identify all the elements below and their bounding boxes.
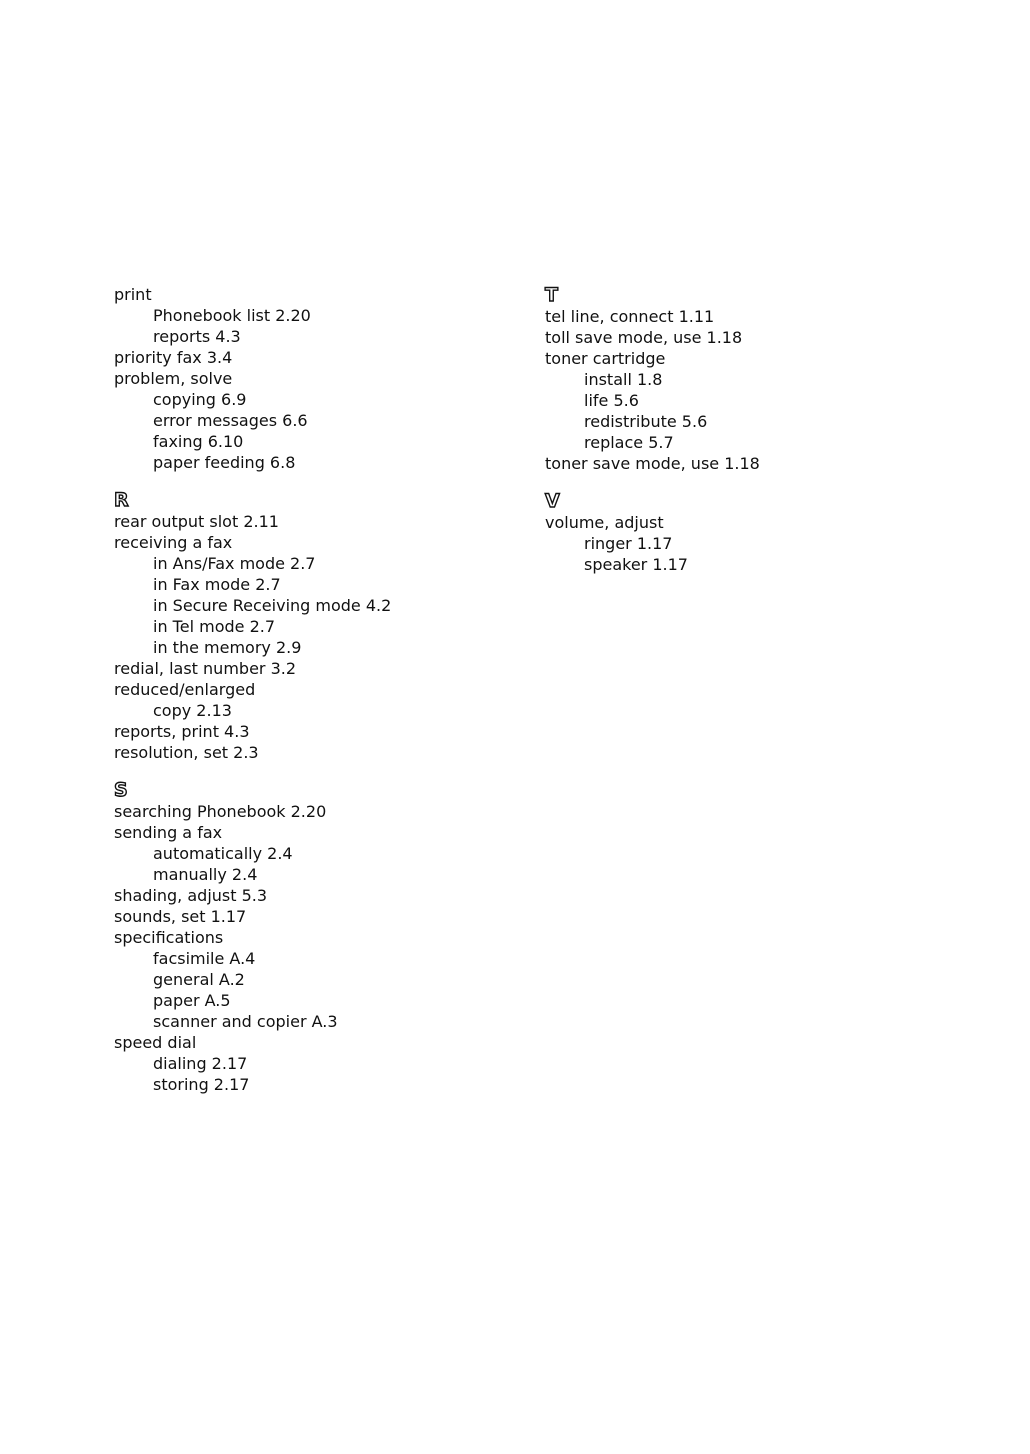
section-letter: R — [114, 489, 129, 511]
index-entry: priority fax 3.4 — [114, 348, 233, 367]
index-subentry: facsimile A.4 — [153, 949, 256, 968]
index-entry: resolution, set 2.3 — [114, 743, 259, 762]
index-subentry: manually 2.4 — [153, 865, 258, 884]
index-subentry: paper feeding 6.8 — [153, 453, 296, 472]
index-subentry: faxing 6.10 — [153, 432, 244, 451]
section-letter: S — [114, 779, 128, 801]
index-subentry: life 5.6 — [584, 391, 639, 410]
index-column-right — [545, 284, 965, 575]
index-subentry: ringer 1.17 — [584, 534, 673, 553]
index-entry: print — [114, 285, 152, 304]
index-entry: receiving a fax — [114, 533, 233, 552]
section-gap — [114, 473, 514, 489]
index-entry: problem, solve — [114, 369, 233, 388]
index-entry: toner cartridge — [545, 349, 666, 368]
index-subentry: in the memory 2.9 — [153, 638, 302, 657]
index-entry: toll save mode, use 1.18 — [545, 328, 743, 347]
index-subentry: in Ans/Fax mode 2.7 — [153, 554, 316, 573]
index-entry: searching Phonebook 2.20 — [114, 802, 327, 821]
index-column-left — [114, 284, 514, 1095]
index-subentry: copy 2.13 — [153, 701, 232, 720]
index-entry: shading, adjust 5.3 — [114, 886, 268, 905]
index-subentry: in Secure Receiving mode 4.2 — [153, 596, 392, 615]
index-entry: speed dial — [114, 1033, 197, 1052]
section-gap — [545, 474, 965, 490]
section-letter: T — [545, 284, 558, 306]
index-entry: volume, adjust — [545, 513, 664, 532]
index-entry: reduced/enlarged — [114, 680, 256, 699]
index-entry: specifications — [114, 928, 224, 947]
index-entry: redial, last number 3.2 — [114, 659, 297, 678]
index-entry: toner save mode, use 1.18 — [545, 454, 760, 473]
index-entry: reports, print 4.3 — [114, 722, 250, 741]
index-entry: sounds, set 1.17 — [114, 907, 247, 926]
index-subentry: automatically 2.4 — [153, 844, 293, 863]
index-subentry: replace 5.7 — [584, 433, 674, 452]
section-letter: V — [545, 490, 560, 512]
index-subentry: install 1.8 — [584, 370, 663, 389]
index-subentry: error messages 6.6 — [153, 411, 308, 430]
index-subentry: copying 6.9 — [153, 390, 247, 409]
index-subentry: speaker 1.17 — [584, 555, 688, 574]
index-subentry: paper A.5 — [153, 991, 231, 1010]
index-subentry: storing 2.17 — [153, 1075, 250, 1094]
index-subentry: redistribute 5.6 — [584, 412, 708, 431]
index-subentry: reports 4.3 — [153, 327, 241, 346]
index-subentry: dialing 2.17 — [153, 1054, 248, 1073]
section-gap — [114, 763, 514, 779]
index-subentry: in Fax mode 2.7 — [153, 575, 281, 594]
index-entry: rear output slot 2.11 — [114, 512, 279, 531]
index-entry: tel line, connect 1.11 — [545, 307, 715, 326]
index-subentry: Phonebook list 2.20 — [153, 306, 311, 325]
index-subentry: general A.2 — [153, 970, 245, 989]
index-subentry: scanner and copier A.3 — [153, 1012, 338, 1031]
index-subentry: in Tel mode 2.7 — [153, 617, 276, 636]
index-entry: sending a fax — [114, 823, 223, 842]
